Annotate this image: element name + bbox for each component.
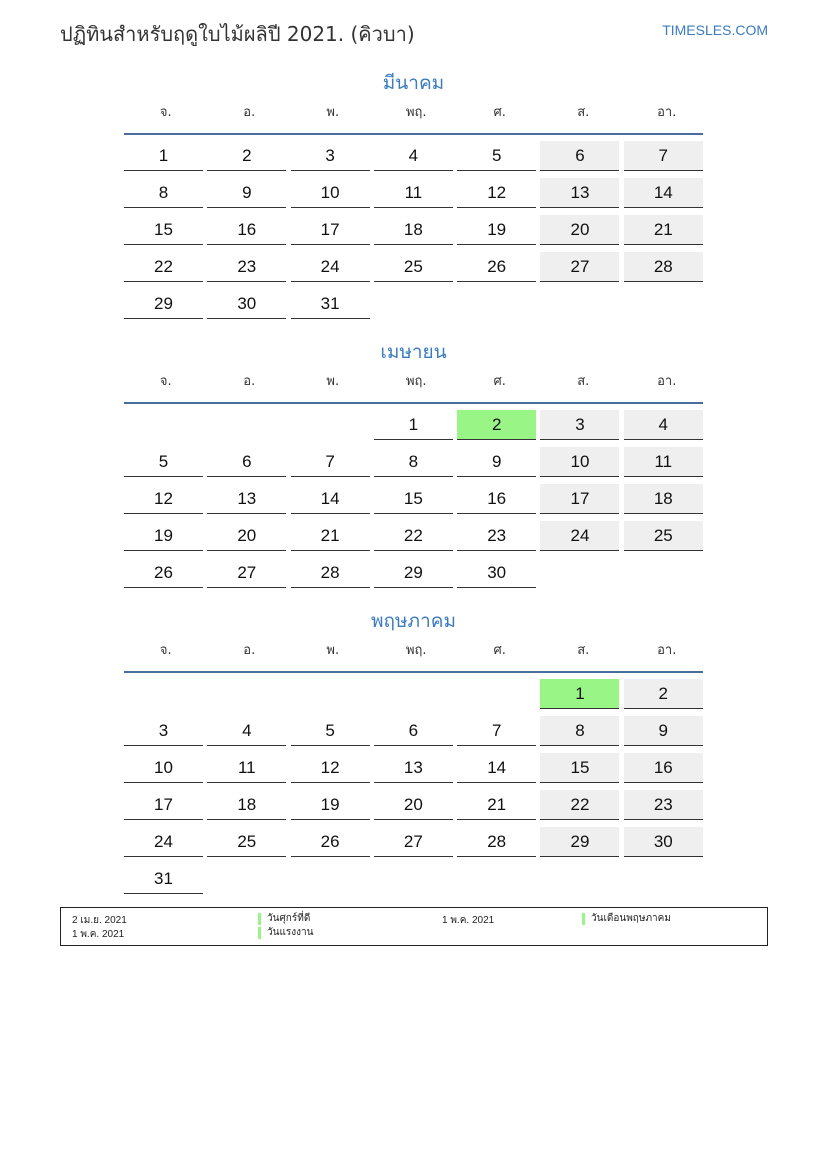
day-cell: 25: [374, 252, 453, 282]
day-cell: 26: [124, 558, 203, 588]
month-title: เมษายน: [380, 341, 447, 363]
weekday-label: พฤ.: [405, 643, 427, 658]
day-cell: 29: [374, 558, 453, 588]
day-cell: 21: [624, 215, 703, 245]
day-cell: 16: [207, 215, 286, 245]
legend-holiday-name: วันศุกร์ที่ดี: [258, 913, 310, 925]
day-cell: 14: [457, 753, 536, 783]
day-cell: 17: [540, 484, 619, 514]
day-cell: 9: [457, 447, 536, 477]
day-cell: 20: [540, 215, 619, 245]
day-cell: 21: [291, 521, 370, 551]
weekday-label: ศ.: [493, 643, 506, 658]
day-cell: 16: [457, 484, 536, 514]
day-cell: 27: [207, 558, 286, 588]
day-cell: 28: [624, 252, 703, 282]
weekday-divider: [124, 402, 703, 404]
day-cell: 13: [207, 484, 286, 514]
day-cell: 25: [624, 521, 703, 551]
day-cell: 26: [291, 827, 370, 857]
weekday-label: ส.: [577, 105, 590, 120]
day-cell: 14: [624, 178, 703, 208]
empty-cell: [374, 679, 453, 708]
empty-cell: [124, 410, 203, 439]
weekday-header: [124, 100, 703, 130]
day-cell: 23: [207, 252, 286, 282]
day-cell: 4: [374, 141, 453, 171]
weekday-header: [124, 369, 703, 399]
weekday-divider: [124, 671, 703, 673]
month-march: [124, 68, 703, 326]
day-cell: 12: [124, 484, 203, 514]
holiday-day-cell: 2: [457, 410, 536, 440]
day-cell: 8: [540, 716, 619, 746]
page-header: [60, 18, 768, 48]
empty-cell: [291, 679, 370, 708]
day-cell: 10: [124, 753, 203, 783]
day-cell: 23: [457, 521, 536, 551]
empty-cell: [457, 679, 536, 708]
day-cell: 15: [374, 484, 453, 514]
day-cell: 6: [540, 141, 619, 171]
day-cell: 27: [540, 252, 619, 282]
day-cell: 31: [291, 289, 370, 319]
day-cell: 20: [374, 790, 453, 820]
day-cell: 9: [207, 178, 286, 208]
day-cell: 30: [207, 289, 286, 319]
day-grid: [124, 679, 703, 901]
day-cell: 18: [207, 790, 286, 820]
weekday-label: ศ.: [493, 105, 506, 120]
day-cell: 5: [124, 447, 203, 477]
empty-cell: [207, 679, 286, 708]
day-cell: 26: [457, 252, 536, 282]
weekday-label: พฤ.: [405, 105, 427, 120]
day-cell: 15: [124, 215, 203, 245]
day-cell: 7: [291, 447, 370, 477]
month-title: มีนาคม: [382, 72, 445, 94]
weekday-label: อา.: [657, 105, 677, 120]
month-title: พฤษภาคม: [371, 610, 456, 632]
month-may: [124, 606, 703, 901]
day-cell: 16: [624, 753, 703, 783]
day-cell: 13: [374, 753, 453, 783]
day-cell: 8: [374, 447, 453, 477]
day-cell: 5: [291, 716, 370, 746]
day-grid: [124, 410, 703, 595]
weekday-label: อา.: [657, 374, 677, 389]
day-cell: 13: [540, 178, 619, 208]
day-cell: 2: [624, 679, 703, 709]
legend-date: 1 พ.ค. 2021: [442, 915, 495, 926]
day-cell: 31: [124, 864, 203, 894]
day-cell: 10: [291, 178, 370, 208]
weekday-label: พฤ.: [405, 374, 427, 389]
day-cell: 28: [457, 827, 536, 857]
day-cell: 3: [124, 716, 203, 746]
day-cell: 1: [374, 410, 453, 440]
day-cell: 17: [124, 790, 203, 820]
day-cell: 12: [457, 178, 536, 208]
day-cell: 4: [207, 716, 286, 746]
day-cell: 17: [291, 215, 370, 245]
weekday-label: ส.: [577, 643, 590, 658]
weekday-label: จ.: [159, 643, 172, 658]
weekday-label: อ.: [243, 374, 256, 389]
day-cell: 10: [540, 447, 619, 477]
day-cell: 24: [124, 827, 203, 857]
day-cell: 23: [624, 790, 703, 820]
weekday-label: พ.: [326, 374, 340, 389]
day-cell: 1: [124, 141, 203, 171]
legend-date: 1 พ.ค. 2021: [72, 929, 125, 940]
day-cell: 14: [291, 484, 370, 514]
day-cell: 3: [540, 410, 619, 440]
day-cell: 11: [624, 447, 703, 477]
weekday-label: พ.: [326, 643, 340, 658]
day-cell: 22: [540, 790, 619, 820]
day-cell: 25: [207, 827, 286, 857]
empty-cell: [291, 410, 370, 439]
holiday-day-cell: 1: [540, 679, 619, 709]
day-cell: 3: [291, 141, 370, 171]
empty-cell: [124, 679, 203, 708]
day-cell: 7: [624, 141, 703, 171]
day-cell: 9: [624, 716, 703, 746]
day-cell: 19: [124, 521, 203, 551]
weekday-label: ส.: [577, 374, 590, 389]
day-cell: 29: [124, 289, 203, 319]
legend-date: 2 เม.ย. 2021: [72, 915, 127, 926]
day-cell: 24: [540, 521, 619, 551]
day-cell: 18: [374, 215, 453, 245]
weekday-label: ศ.: [493, 374, 506, 389]
holiday-legend: [60, 907, 768, 946]
day-cell: 19: [291, 790, 370, 820]
day-cell: 29: [540, 827, 619, 857]
day-cell: 7: [457, 716, 536, 746]
weekday-label: พ.: [326, 105, 340, 120]
month-april: [124, 337, 703, 595]
weekday-divider: [124, 133, 703, 135]
day-cell: 30: [457, 558, 536, 588]
day-cell: 18: [624, 484, 703, 514]
day-cell: 5: [457, 141, 536, 171]
brand-link[interactable]: TIMESLES.COM: [662, 22, 768, 38]
day-cell: 4: [624, 410, 703, 440]
weekday-label: อ.: [243, 643, 256, 658]
legend-holiday-name: วันเดือนพฤษภาคม: [582, 913, 671, 925]
day-cell: 15: [540, 753, 619, 783]
day-cell: 21: [457, 790, 536, 820]
weekday-label: อา.: [657, 643, 677, 658]
day-cell: 27: [374, 827, 453, 857]
day-cell: 22: [374, 521, 453, 551]
empty-cell: [207, 410, 286, 439]
day-grid: [124, 141, 703, 326]
day-cell: 24: [291, 252, 370, 282]
day-cell: 2: [207, 141, 286, 171]
day-cell: 12: [291, 753, 370, 783]
day-cell: 11: [207, 753, 286, 783]
day-cell: 6: [374, 716, 453, 746]
day-cell: 22: [124, 252, 203, 282]
page-title: ปฏิทินสำหรับฤดูใบไม้ผลิปี 2021. (คิวบา): [60, 22, 415, 46]
day-cell: 28: [291, 558, 370, 588]
weekday-header: [124, 638, 703, 668]
weekday-label: อ.: [243, 105, 256, 120]
day-cell: 20: [207, 521, 286, 551]
day-cell: 30: [624, 827, 703, 857]
day-cell: 6: [207, 447, 286, 477]
day-cell: 19: [457, 215, 536, 245]
day-cell: 8: [124, 178, 203, 208]
legend-holiday-name: วันแรงงาน: [258, 927, 313, 939]
weekday-label: จ.: [159, 374, 172, 389]
day-cell: 11: [374, 178, 453, 208]
weekday-label: จ.: [159, 105, 172, 120]
